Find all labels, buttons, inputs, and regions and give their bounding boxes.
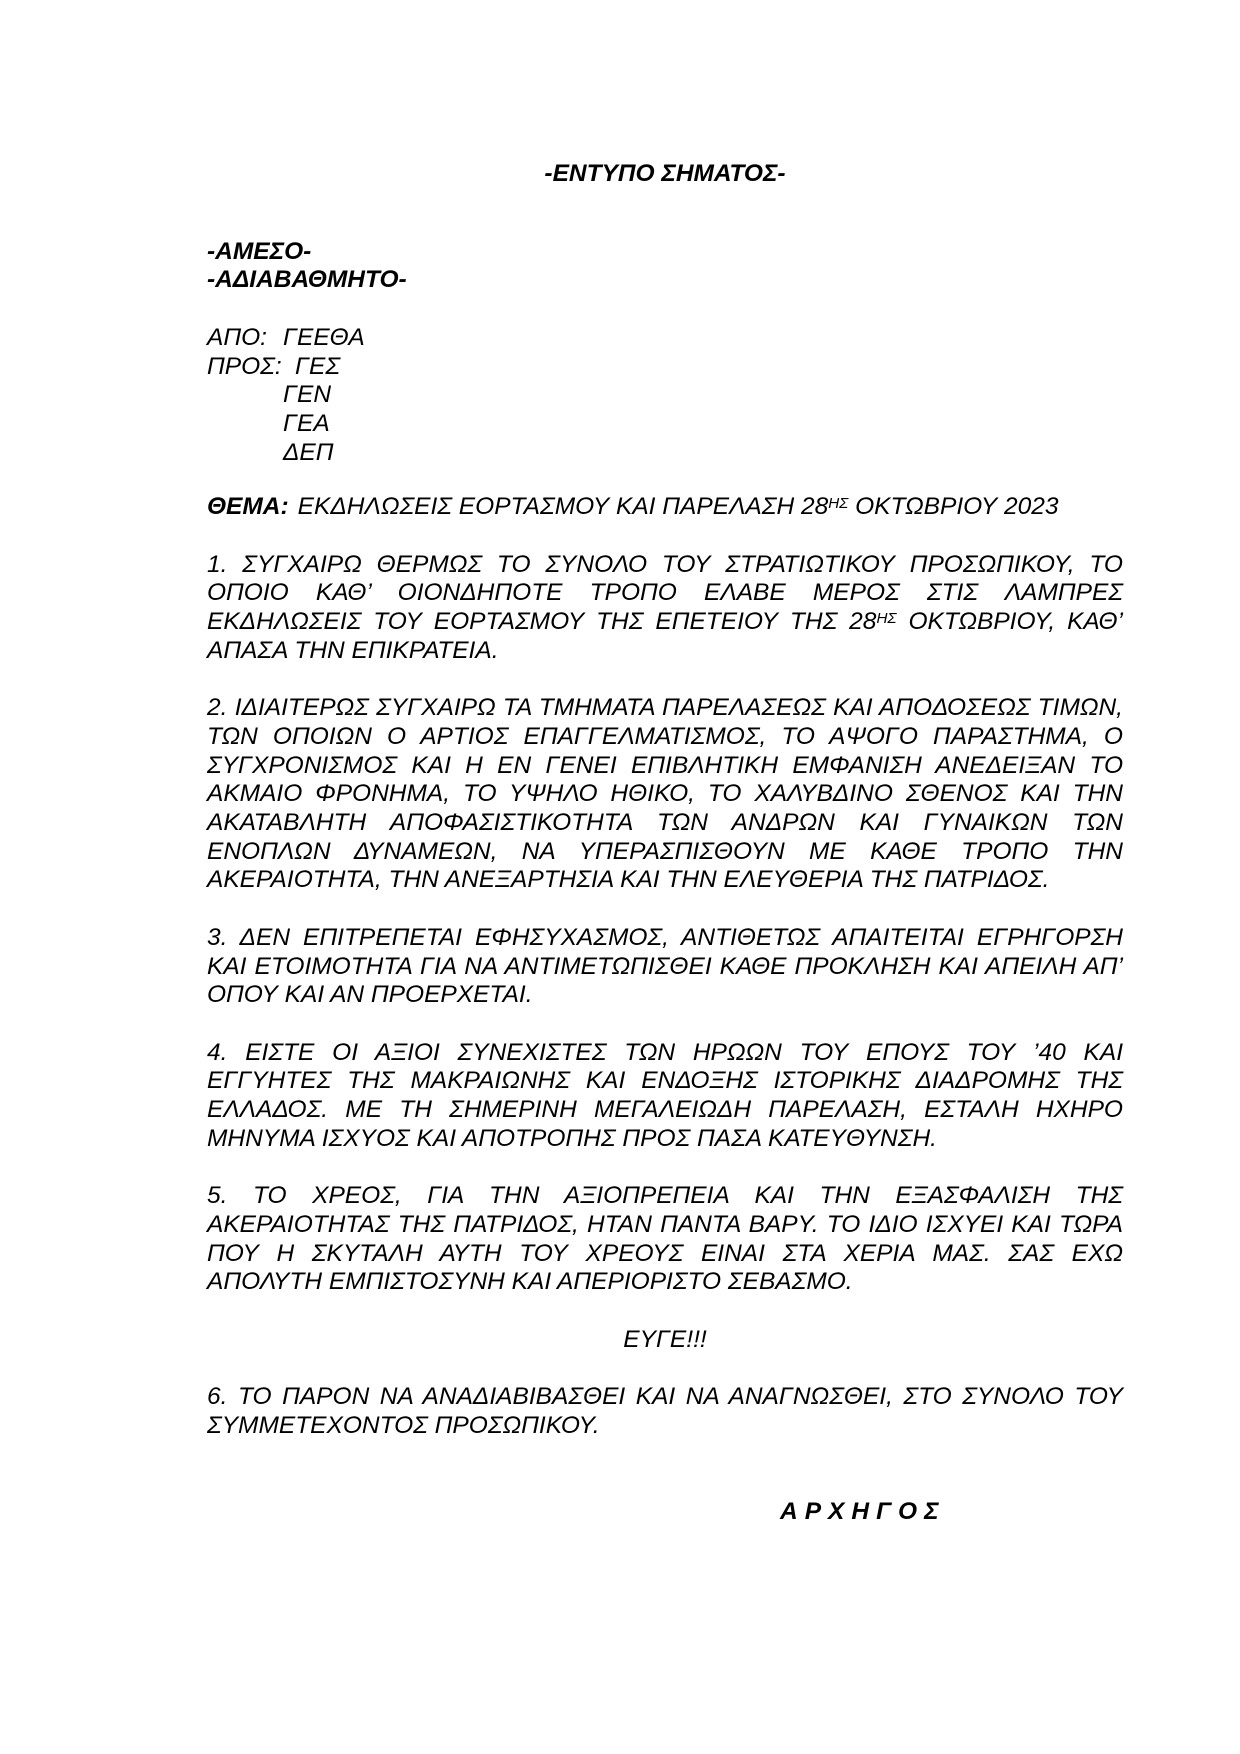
document-title: -ΕΝΤΥΠΟ ΣΗΜΑΤΟΣ- [544,160,786,187]
priority-marking: -ΑΜΕΣΟ- [207,237,312,265]
body-paragraph: 3. ΔΕΝ ΕΠΙΤΡΕΠΕΤΑΙ ΕΦΗΣΥΧΑΣΜΟΣ, ΑΝΤΙΘΕΤΩΣ ΑΠΑΙΤΕΙΤΑΙ ΕΓΡΗΓΟΡΣΗ ΚΑΙ ΕΤΟΙΜΟΤΗΤΑ ΓΙΑ ΝΑ ΑΝΤΙΜΕΤΩΠΙΣΘΕΙ ΚΑΘΕ ΠΡΟΚΛΗΣΗ ΚΑΙ ΑΠΕΙΛΗ ΑΠ’ ΟΠΟΥ ΚΑΙ ΑΝ ΠΡΟΕΡΧΕΤΑΙ. [207,923,1123,1009]
body-paragraphs [207,551,1123,1441]
address-block [207,324,1123,468]
signature-block [207,1498,1123,1527]
body-paragraph: 5. ΤΟ ΧΡΕΟΣ, ΓΙΑ ΤΗΝ ΑΞΙΟΠΡΕΠΕΙΑ ΚΑΙ ΤΗΝ ΕΞΑΣΦΑΛΙΣΗ ΤΗΣ ΑΚΕΡΑΙΟΤΗΤΑΣ ΤΗΣ ΠΑΤΡΙΔΟΣ, ΗΤΑΝ ΠΑΝΤΑ ΒΑΡΥ. ΤΟ ΙΔΙΟ ΙΣΧΥΕΙ ΚΑΙ ΤΩΡΑ ΠΟΥ Η ΣΚΥΤΑΛΗ ΑΥΤΗ ΤΟΥ ΧΡΕΟΥΣ ΕΙΝΑΙ ΣΤΑ ΧΕΡΙΑ ΜΑΣ. ΣΑΣ ΕΧΩ ΑΠΟΛΥΤΗ ΕΜΠΙΣΤΟΣΥΝΗ ΚΑΙ ΑΠΕΡΙΟΡΙΣΤΟ ΣΕΒΑΣΜΟ. [207,1182,1123,1296]
from-value: ΓΕΕΘΑ [283,323,365,351]
subject-line [207,493,1123,522]
superscript-ordinal: ΗΣ [828,495,849,513]
to-label: ΠΡΟΣ: [207,352,282,380]
security-marking: -ΑΔΙΑΒΑΘΜΗΤΟ- [207,266,407,294]
recipient-list [283,353,1123,468]
signature-title: ΑΡΧΗΓΟΣ [780,1497,946,1525]
recipient-item: ΓΕΑ [283,409,330,437]
recipient-item: ΓΕΣ [295,352,341,380]
recipient-item: ΔΕΠ [283,438,334,466]
from-label: ΑΠΟ: [207,323,267,351]
superscript-ordinal: ΗΣ [876,610,897,628]
subject-text: ΕΚΔΗΛΩΣΕΙΣ ΕΟΡΤΑΣΜΟΥ ΚΑΙ ΠΑΡΕΛΑΣΗ $28^{H\Sigma}$ ΟΚΤΩΒΡΙΟΥ 2023 [297,493,1059,521]
recipient-item: ΓΕΝ [283,381,332,409]
body-paragraph: 1. ΣΥΓΧΑΙΡΩ ΘΕΡΜΩΣ ΤΟ ΣΥΝΟΛΟ ΤΟΥ ΣΤΡΑΤΙΩΤΙΚΟΥ ΠΡΟΣΩΠΙΚΟΥ, ΤΟ ΟΠΟΙΟ ΚΑΘ’ ΟΙΟΝΔΗΠΟΤΕ ΤΡΟΠΟ ΕΛΑΒΕ ΜΕΡΟΣ ΣΤΙΣ ΛΑΜΠΡΕΣ ΕΚΔΗΛΩΣΕΙΣ ΤΟΥ ΕΟΡΤΑΣΜΟΥ ΤΗΣ ΕΠΕΤΕΙΟΥ ΤΗΣ $28^{H\Sigma}$ ΟΚΤΩΒΡΙΟΥ, ΚΑΘ’ ΑΠΑΣΑ ΤΗΝ ΕΠΙΚΡΑΤΕΙΑ. [207,550,1123,664]
acclamation-line: ΕΥΓΕ!!! [623,1325,707,1353]
classification-block [207,238,1123,295]
body-paragraph: 6. ΤΟ ΠΑΡΟΝ ΝΑ ΑΝΑΔΙΑΒΙΒΑΣΘΕΙ ΚΑΙ ΝΑ ΑΝΑΓΝΩΣΘΕΙ, ΣΤΟ ΣΥΝΟΛΟ ΤΟΥ ΣΥΜΜΕΤΕΧΟΝΤΟΣ ΠΡΟΣΩΠΙΚΟΥ. [207,1383,1123,1439]
body-paragraph: 2. ΙΔΙΑΙΤΕΡΩΣ ΣΥΓΧΑΙΡΩ ΤΑ ΤΜΗΜΑΤΑ ΠΑΡΕΛΑΣΕΩΣ ΚΑΙ ΑΠΟΔΟΣΕΩΣ ΤΙΜΩΝ, ΤΩΝ ΟΠΟΙΩΝ Ο ΑΡΤΙΟΣ ΕΠΑΓΓΕΛΜΑΤΙΣΜΟΣ, ΤΟ ΑΨΟΓΟ ΠΑΡΑΣΤΗΜΑ, Ο ΣΥΓΧΡΟΝΙΣΜΟΣ ΚΑΙ Η ΕΝ ΓΕΝΕΙ ΕΠΙΒΛΗΤΙΚΗ ΕΜΦΑΝΙΣΗ ΑΝΕΔΕΙΞΑΝ ΤΟ ΑΚΜΑΙΟ ΦΡΟΝΗΜΑ, ΤΟ ΥΨΗΛΟ ΗΘΙΚΟ, ΤΟ ΧΑΛΥΒΔΙΝΟ ΣΘΕΝΟΣ ΚΑΙ ΤΗΝ ΑΚΑΤΑΒΛΗΤΗ ΑΠΟΦΑΣΙΣΤΙΚΟΤΗΤΑ ΤΩΝ ΑΝΔΡΩΝ ΚΑΙ ΓΥΝΑΙΚΩΝ ΤΩΝ ΕΝΟΠΛΩΝ ΔΥΝΑΜΕΩΝ, ΝΑ ΥΠΕΡΑΣΠΙΣΘΟΥΝ ΜΕ ΚΑΘΕ ΤΡΟΠΟ ΤΗΝ ΑΚΕΡΑΙΟΤΗΤΑ, ΤΗΝ ΑΝΕΞΑΡΤΗΣΙΑ ΚΑΙ ΤΗΝ ΕΛΕΥΘΕΡΙΑ ΤΗΣ ΠΑΤΡΙΔΟΣ. [207,694,1123,894]
body-paragraph: 4. ΕΙΣΤΕ ΟΙ ΑΞΙΟΙ ΣΥΝΕΧΙΣΤΕΣ ΤΩΝ ΗΡΩΩΝ ΤΟΥ ΕΠΟΥΣ ΤΟΥ ’40 ΚΑΙ ΕΓΓΥΗΤΕΣ ΤΗΣ ΜΑΚΡΑΙΩΝΗΣ ΚΑΙ ΕΝΔΟΞΗΣ ΙΣΤΟΡΙΚΗΣ ΔΙΑΔΡΟΜΗΣ ΤΗΣ ΕΛΛΑΔΟΣ. ΜΕ ΤΗ ΣΗΜΕΡΙΝΗ ΜΕΓΑΛΕΙΩΔΗ ΠΑΡΕΛΑΣΗ, ΕΣΤΑΛΗ ΗΧΗΡΟ ΜΗΝΥΜΑ ΙΣΧΥΟΣ ΚΑΙ ΑΠΟΤΡΟΠΗΣ ΠΡΟΣ ΠΑΣΑ ΚΑΤΕΥΘΥΝΣΗ. [207,1038,1123,1152]
subject-label: ΘΕΜΑ: [207,493,289,521]
